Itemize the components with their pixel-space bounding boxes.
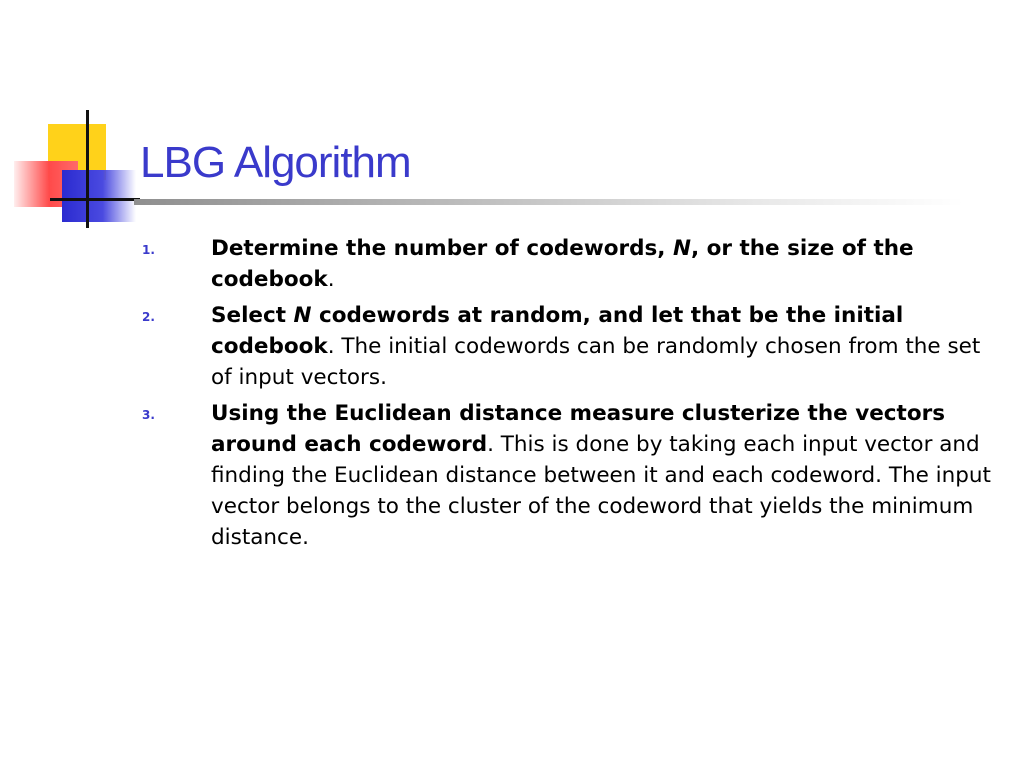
step-2-bold-text-2: codewords at random, and let that be the initial codebook bbox=[211, 303, 904, 359]
step-3-bold-text: Using the Euclidean distance measure clusterize the vectors around each codeword bbox=[211, 401, 946, 457]
list-item-number: 3. bbox=[142, 408, 155, 422]
slide-logo-decoration bbox=[0, 0, 140, 240]
step-2-italic-n: N bbox=[293, 303, 312, 328]
step-1-bold-text: Determine the number of codewords, bbox=[211, 236, 673, 261]
title-underline bbox=[134, 199, 964, 205]
step-1-bold-text-2: , or the size of the codebook bbox=[211, 236, 914, 292]
list-item-step-2 bbox=[142, 300, 1001, 393]
step-2-bold-text: Select bbox=[211, 303, 294, 328]
vertical-line-shape bbox=[86, 110, 89, 228]
list-item-step-1 bbox=[142, 233, 1001, 295]
list-item-step-3 bbox=[142, 398, 1001, 553]
step-1-plain-text: . bbox=[327, 267, 335, 292]
step-2-plain-text: . The initial codewords can be randomly chosen from the set of input vectors. bbox=[211, 334, 981, 390]
list-item-number: 1. bbox=[142, 243, 155, 257]
step-3-plain-text: . This is done by taking each input vector and finding the Euclidean distance between it and each codeword. The input vector belongs to the cluster of the codeword that yields the minimum distance. bbox=[211, 432, 991, 550]
list-item-number: 2. bbox=[142, 310, 155, 324]
step-1-italic-n: N bbox=[672, 236, 691, 261]
horizontal-line-shape bbox=[50, 198, 140, 201]
blue-square-shape bbox=[62, 170, 136, 222]
slide-title: LBG Algorithm bbox=[140, 138, 411, 187]
step-list bbox=[142, 233, 1001, 558]
